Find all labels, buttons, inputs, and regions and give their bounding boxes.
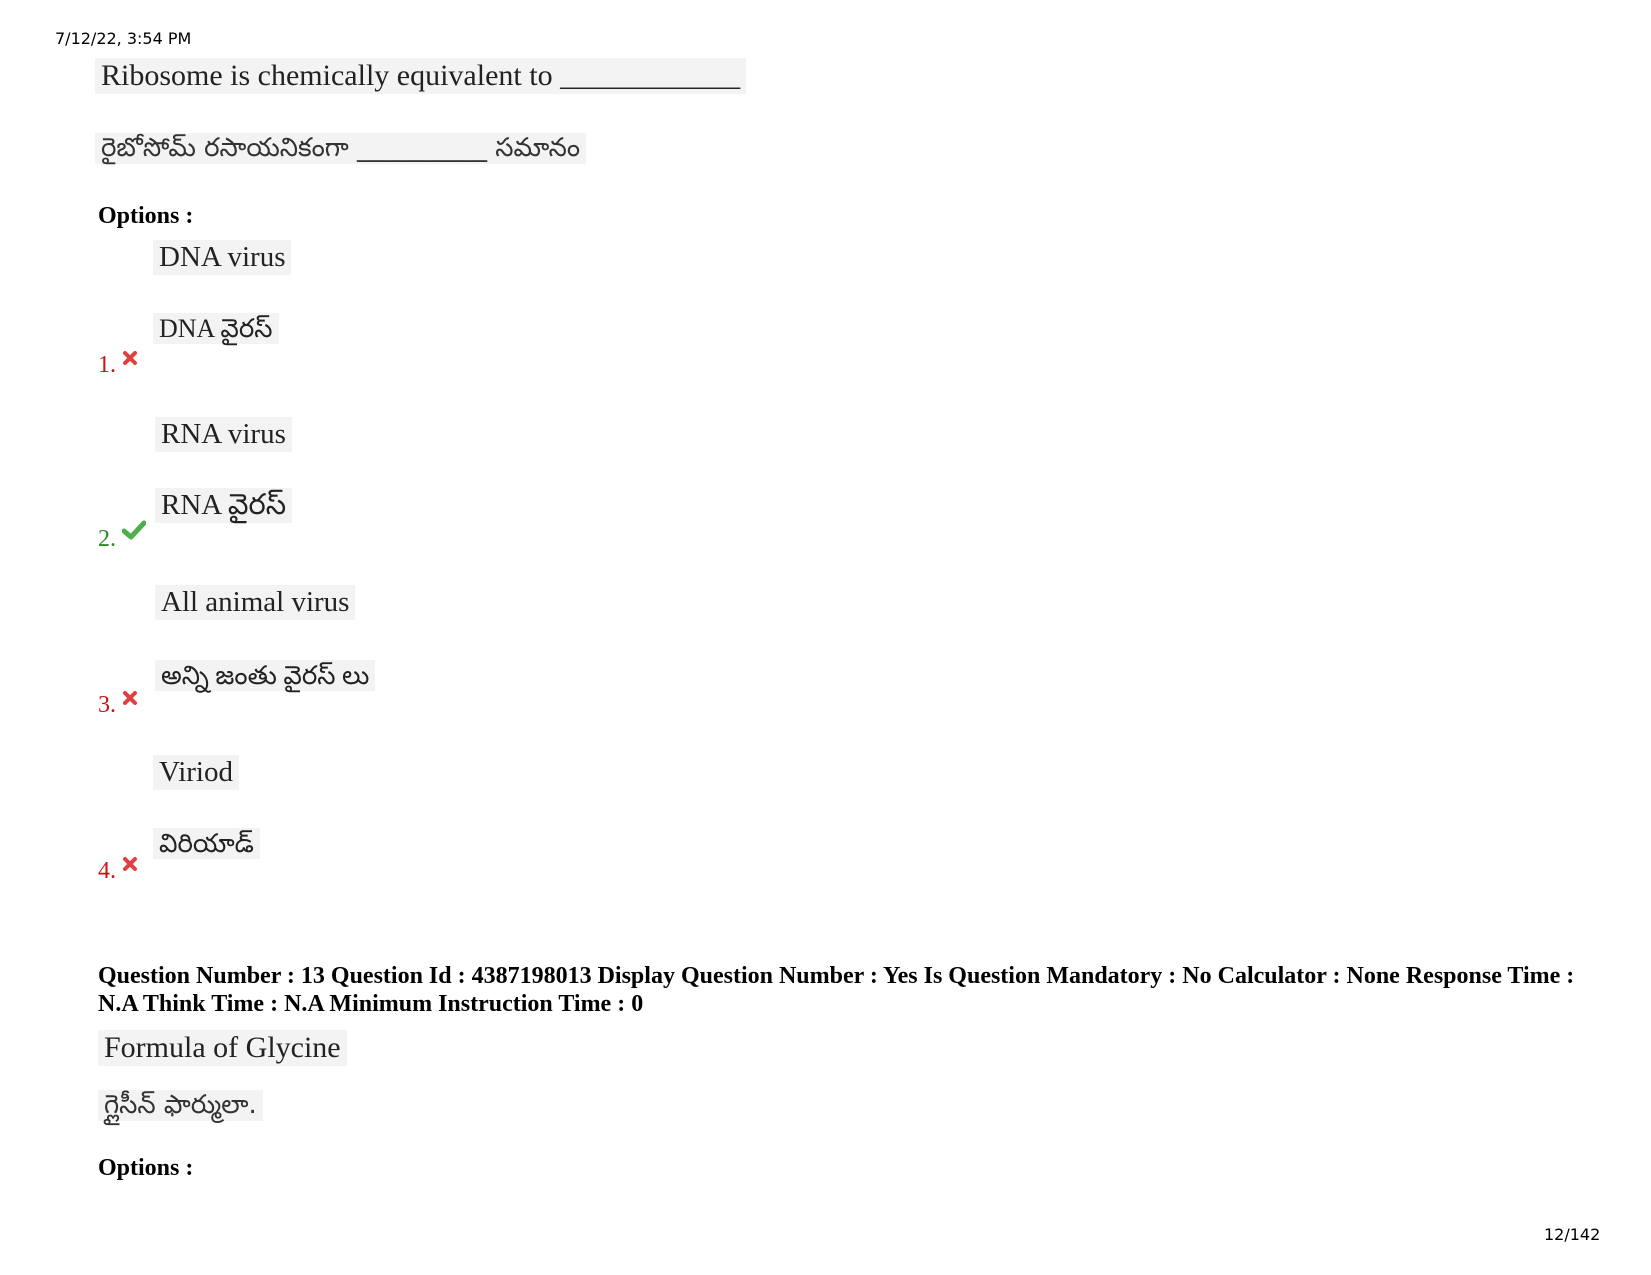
option-1-text-telugu: DNA వైరస్ bbox=[153, 313, 279, 344]
option-3-marker bbox=[98, 692, 138, 719]
options-label: Options : bbox=[98, 203, 194, 229]
page-number: 12/142 bbox=[1544, 1225, 1601, 1244]
option-1-marker bbox=[98, 352, 138, 379]
cross-icon bbox=[122, 346, 138, 373]
option-2-number: 2. bbox=[98, 526, 116, 552]
option-4-marker bbox=[98, 858, 138, 885]
question-13-metadata: Question Number : 13 Question Id : 4387198013 Display Question Number : Yes Is Question Mandatory : No Calculator : None Response Time : N.A Think Time : N.A Minimum Instruction Time : 0 bbox=[98, 963, 1575, 1017]
print-timestamp: 7/12/22, 3:54 PM bbox=[55, 29, 192, 48]
option-1-number: 1. bbox=[98, 352, 116, 378]
cross-icon bbox=[122, 686, 138, 713]
option-4-text-telugu: విరియాడ్ bbox=[153, 828, 260, 859]
option-4-text-english: Viriod bbox=[153, 755, 239, 790]
option-3-text-english: All animal virus bbox=[155, 585, 355, 620]
option-4-number: 4. bbox=[98, 858, 116, 884]
option-3-text-telugu: అన్ని జంతు వైరస్ లు bbox=[155, 660, 375, 691]
option-3-number: 3. bbox=[98, 692, 116, 718]
cross-icon bbox=[122, 852, 138, 879]
option-1-text-english: DNA virus bbox=[153, 240, 291, 275]
option-2-text-telugu: RNA వైరస్ bbox=[155, 488, 292, 523]
question-text-telugu: రైబోసోమ్ రసాయనికంగా __________ సమానం bbox=[95, 133, 586, 164]
question-13-options-label: Options : bbox=[98, 1155, 194, 1181]
question-text-english: Ribosome is chemically equivalent to ____________ bbox=[95, 58, 746, 94]
option-2-text-english: RNA virus bbox=[155, 417, 292, 452]
question-13-text-telugu: గ్లైసీన్ ఫార్ములా. bbox=[98, 1090, 263, 1121]
check-icon bbox=[122, 520, 146, 547]
question-13-text-english: Formula of Glycine bbox=[98, 1030, 347, 1066]
option-2-marker bbox=[98, 526, 146, 553]
